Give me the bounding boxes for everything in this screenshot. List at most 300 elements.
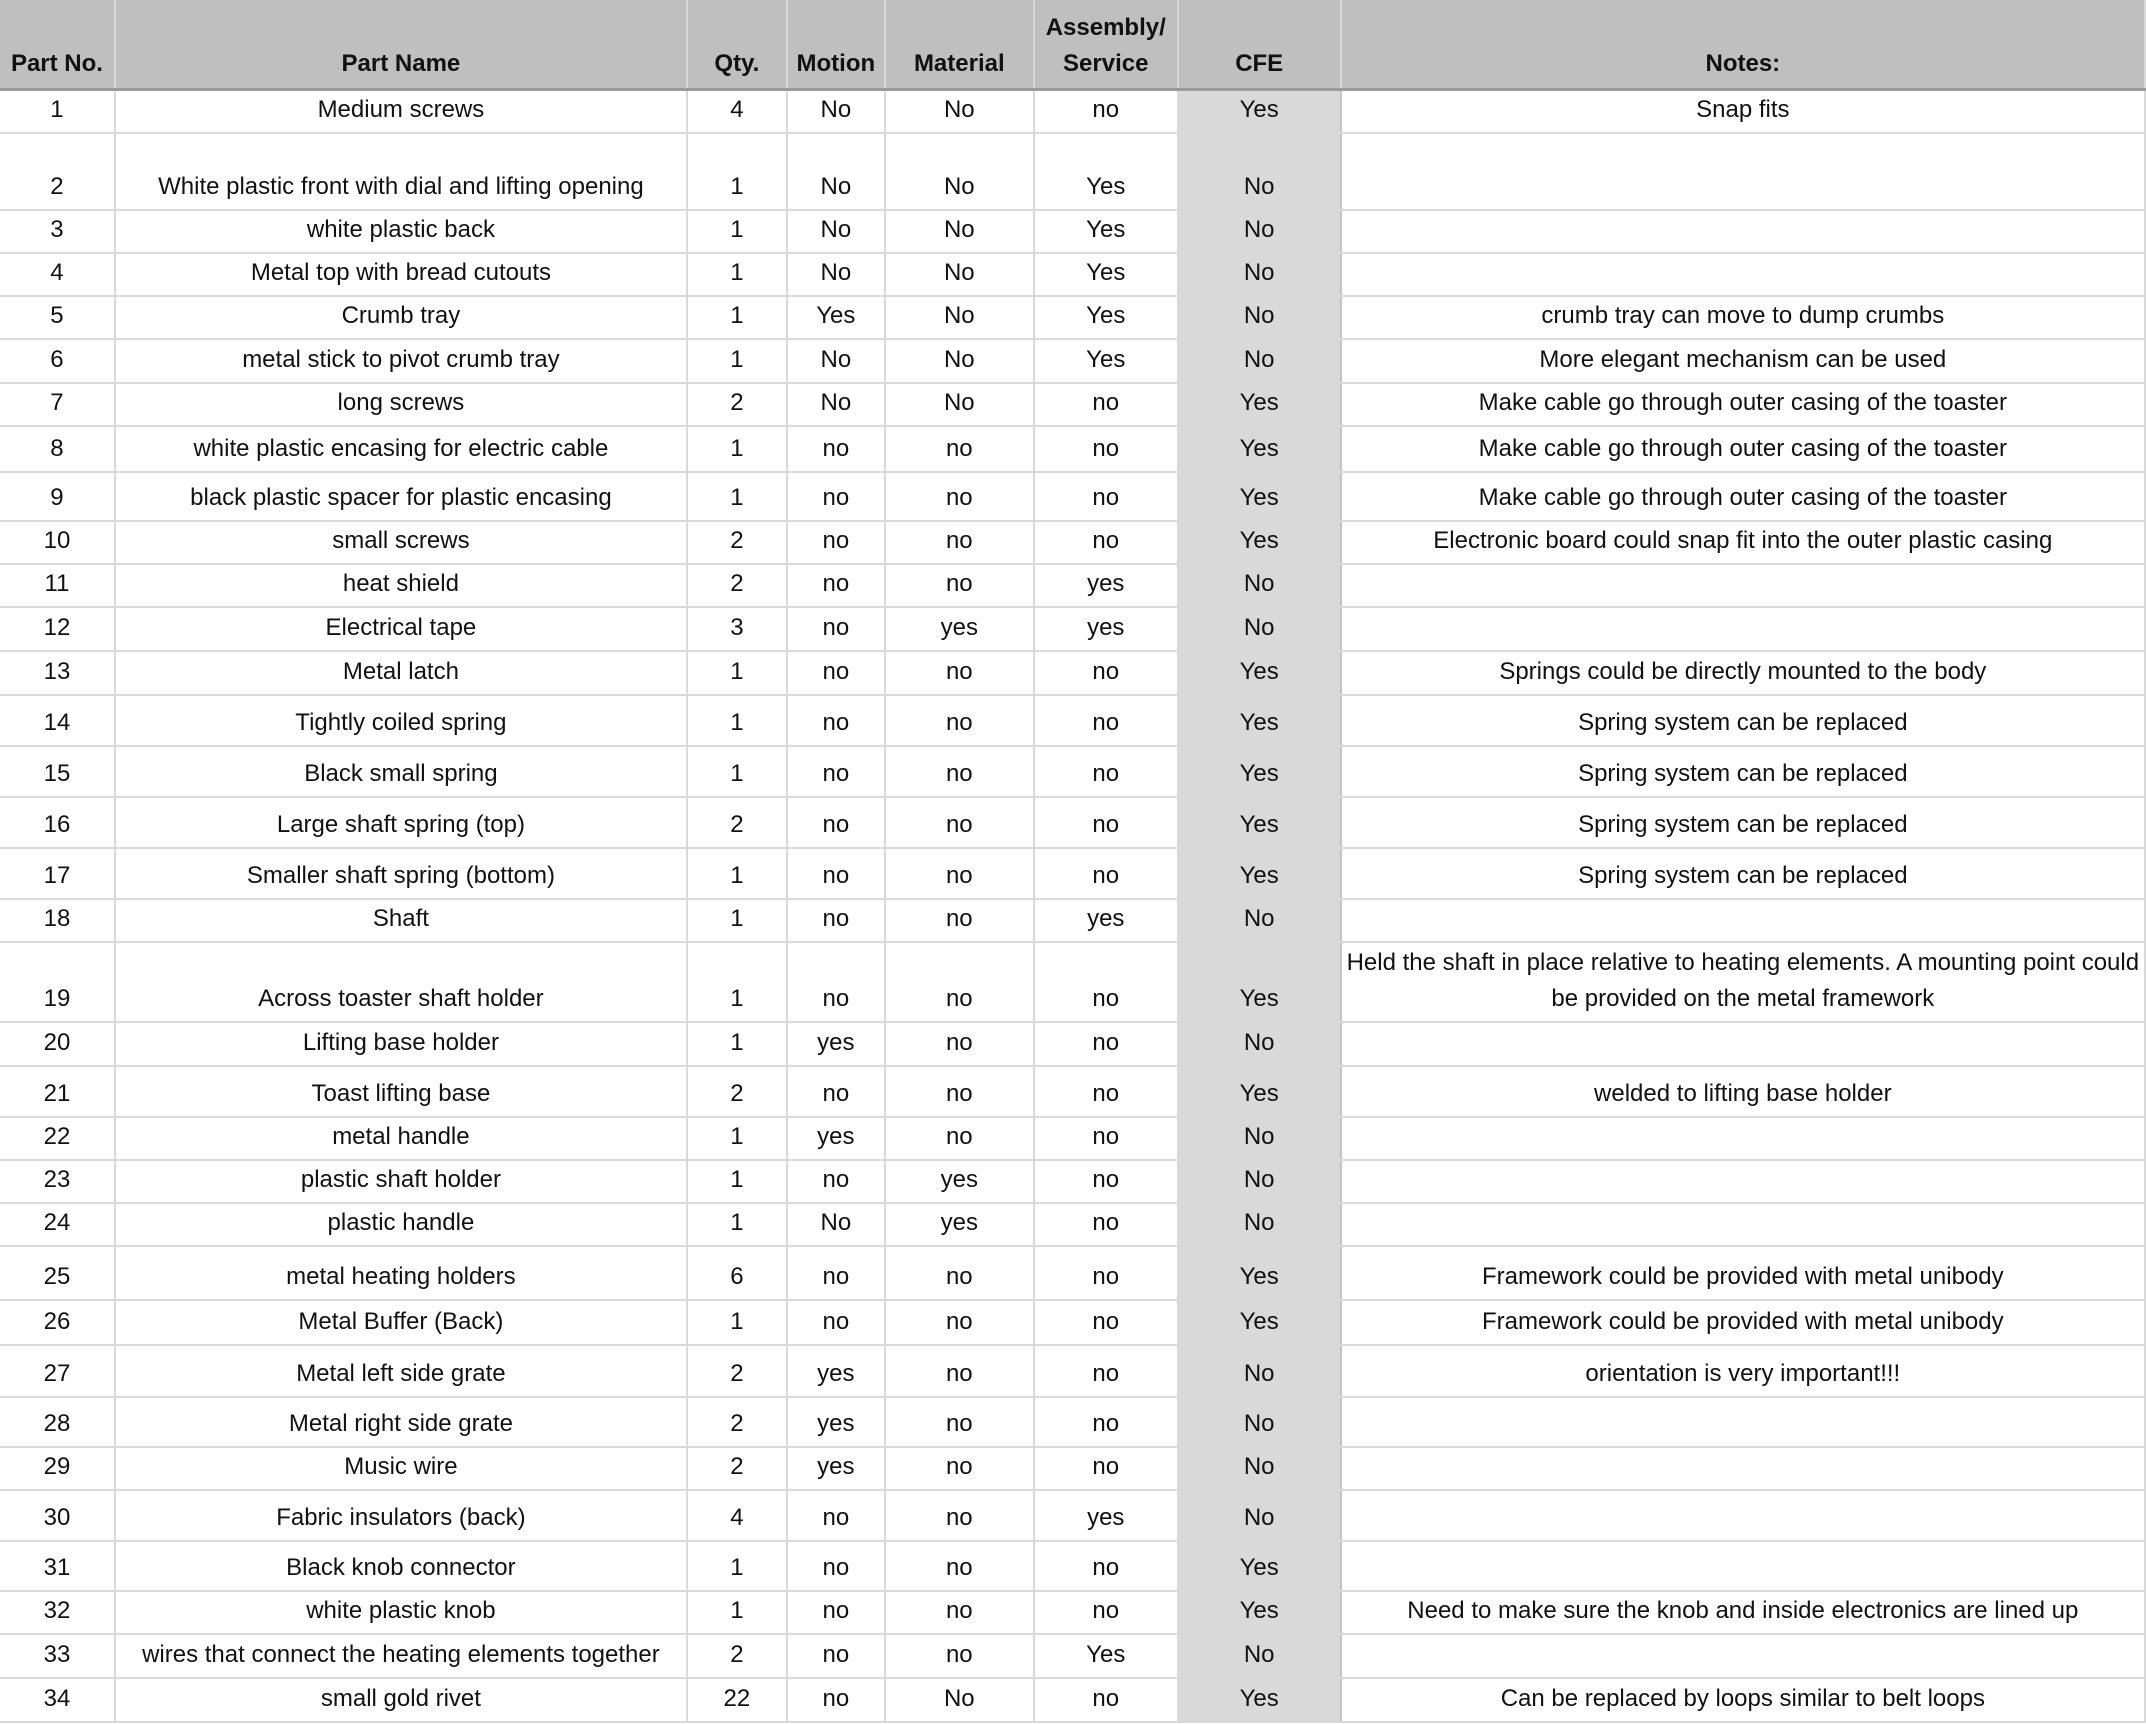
assembly-service-cell[interactable]: no: [1034, 1678, 1178, 1722]
assembly-service-cell[interactable]: no: [1034, 383, 1178, 426]
notes-cell[interactable]: [1341, 210, 2145, 253]
notes-cell[interactable]: Need to make sure the knob and inside electronics are lined up: [1341, 1591, 2145, 1634]
notes-cell[interactable]: Electronic board could snap fit into the outer plastic casing: [1341, 521, 2145, 564]
motion-cell[interactable]: No: [787, 253, 885, 296]
notes-cell[interactable]: [1341, 1203, 2145, 1246]
motion-cell[interactable]: No: [787, 339, 885, 383]
header-motion[interactable]: Motion: [787, 0, 885, 90]
part-name-cell[interactable]: heat shield: [115, 564, 687, 607]
assembly-service-cell[interactable]: Yes: [1034, 1634, 1178, 1678]
qty-cell[interactable]: 1: [687, 426, 787, 472]
motion-cell[interactable]: no: [787, 426, 885, 472]
motion-cell[interactable]: no: [787, 521, 885, 564]
qty-cell[interactable]: 2: [687, 797, 787, 848]
part-name-cell[interactable]: white plastic encasing for electric cable: [115, 426, 687, 472]
header-qty[interactable]: Qty.: [687, 0, 787, 90]
motion-cell[interactable]: yes: [787, 1397, 885, 1447]
assembly-service-cell[interactable]: no: [1034, 1066, 1178, 1117]
part-no-cell[interactable]: 22: [0, 1117, 115, 1160]
assembly-service-cell[interactable]: Yes: [1034, 253, 1178, 296]
material-cell[interactable]: no: [885, 695, 1034, 746]
assembly-service-cell[interactable]: no: [1034, 1447, 1178, 1490]
material-cell[interactable]: no: [885, 426, 1034, 472]
notes-cell[interactable]: Held the shaft in place relative to heating elements. A mounting point could be provided on the metal framework: [1341, 942, 2145, 1022]
cfe-cell[interactable]: No: [1178, 253, 1341, 296]
part-no-cell[interactable]: 32: [0, 1591, 115, 1634]
part-no-cell[interactable]: 15: [0, 746, 115, 797]
cfe-cell[interactable]: No: [1178, 1447, 1341, 1490]
assembly-service-cell[interactable]: no: [1034, 695, 1178, 746]
notes-cell[interactable]: crumb tray can move to dump crumbs: [1341, 296, 2145, 339]
material-cell[interactable]: No: [885, 133, 1034, 210]
part-no-cell[interactable]: 7: [0, 383, 115, 426]
part-no-cell[interactable]: 27: [0, 1345, 115, 1397]
material-cell[interactable]: no: [885, 564, 1034, 607]
motion-cell[interactable]: no: [787, 1634, 885, 1678]
motion-cell[interactable]: no: [787, 695, 885, 746]
material-cell[interactable]: no: [885, 746, 1034, 797]
part-no-cell[interactable]: 30: [0, 1490, 115, 1541]
qty-cell[interactable]: 1: [687, 651, 787, 695]
qty-cell[interactable]: 1: [687, 899, 787, 942]
qty-cell[interactable]: 1: [687, 339, 787, 383]
cfe-cell[interactable]: Yes: [1178, 472, 1341, 521]
motion-cell[interactable]: no: [787, 899, 885, 942]
part-no-cell[interactable]: 24: [0, 1203, 115, 1246]
assembly-service-cell[interactable]: no: [1034, 472, 1178, 521]
notes-cell[interactable]: Springs could be directly mounted to the body: [1341, 651, 2145, 695]
table-row: [0, 564, 2145, 607]
notes-cell[interactable]: Framework could be provided with metal unibody: [1341, 1246, 2145, 1300]
qty-cell[interactable]: 1: [687, 1203, 787, 1246]
table-row: [0, 899, 2145, 942]
notes-cell[interactable]: Spring system can be replaced: [1341, 746, 2145, 797]
motion-cell[interactable]: no: [787, 1160, 885, 1203]
cfe-cell[interactable]: Yes: [1178, 1300, 1341, 1345]
material-cell[interactable]: No: [885, 296, 1034, 339]
part-name-cell[interactable]: long screws: [115, 383, 687, 426]
material-cell[interactable]: No: [885, 383, 1034, 426]
assembly-service-cell[interactable]: no: [1034, 1345, 1178, 1397]
qty-cell[interactable]: 1: [687, 1541, 787, 1591]
header-notes[interactable]: Notes:: [1341, 0, 2145, 90]
assembly-service-cell[interactable]: no: [1034, 797, 1178, 848]
qty-cell[interactable]: 2: [687, 521, 787, 564]
material-cell[interactable]: yes: [885, 1160, 1034, 1203]
part-name-cell[interactable]: metal heating holders: [115, 1246, 687, 1300]
part-name-cell[interactable]: Metal right side grate: [115, 1397, 687, 1447]
cfe-cell[interactable]: Yes: [1178, 797, 1341, 848]
assembly-service-cell[interactable]: no: [1034, 1541, 1178, 1591]
qty-cell[interactable]: 1: [687, 133, 787, 210]
assembly-service-cell[interactable]: no: [1034, 848, 1178, 899]
part-no-cell[interactable]: 19: [0, 942, 115, 1022]
part-no-cell[interactable]: 2: [0, 133, 115, 210]
table-row: [0, 1541, 2145, 1591]
part-no-cell[interactable]: 34: [0, 1678, 115, 1722]
qty-cell[interactable]: 3: [687, 607, 787, 651]
table-body: [0, 90, 2145, 1722]
cfe-cell[interactable]: No: [1178, 1397, 1341, 1447]
part-name-cell[interactable]: White plastic front with dial and lifting opening: [115, 133, 687, 210]
part-name-cell[interactable]: small gold rivet: [115, 1678, 687, 1722]
assembly-service-cell[interactable]: no: [1034, 1203, 1178, 1246]
assembly-service-cell[interactable]: no: [1034, 1591, 1178, 1634]
cfe-cell[interactable]: Yes: [1178, 848, 1341, 899]
part-no-cell[interactable]: 26: [0, 1300, 115, 1345]
part-name-cell[interactable]: Fabric insulators (back): [115, 1490, 687, 1541]
material-cell[interactable]: no: [885, 1397, 1034, 1447]
motion-cell[interactable]: No: [787, 133, 885, 210]
notes-cell[interactable]: [1341, 564, 2145, 607]
motion-cell[interactable]: no: [787, 1490, 885, 1541]
notes-cell[interactable]: [1341, 1541, 2145, 1591]
motion-cell[interactable]: yes: [787, 1447, 885, 1490]
qty-cell[interactable]: 1: [687, 746, 787, 797]
motion-cell[interactable]: no: [787, 1066, 885, 1117]
notes-cell[interactable]: Make cable go through outer casing of the toaster: [1341, 472, 2145, 521]
qty-cell[interactable]: 1: [687, 942, 787, 1022]
part-name-cell[interactable]: small screws: [115, 521, 687, 564]
table-row: [0, 1345, 2145, 1397]
motion-cell[interactable]: Yes: [787, 296, 885, 339]
assembly-service-cell[interactable]: Yes: [1034, 210, 1178, 253]
qty-cell[interactable]: 2: [687, 383, 787, 426]
part-name-cell[interactable]: Across toaster shaft holder: [115, 942, 687, 1022]
motion-cell[interactable]: no: [787, 1591, 885, 1634]
motion-cell[interactable]: no: [787, 1678, 885, 1722]
qty-cell[interactable]: 1: [687, 296, 787, 339]
qty-cell[interactable]: 1: [687, 848, 787, 899]
qty-cell[interactable]: 2: [687, 1634, 787, 1678]
qty-cell[interactable]: 1: [687, 1591, 787, 1634]
part-name-cell[interactable]: Metal latch: [115, 651, 687, 695]
assembly-service-cell[interactable]: yes: [1034, 1490, 1178, 1541]
qty-cell[interactable]: 22: [687, 1678, 787, 1722]
part-name-cell[interactable]: metal handle: [115, 1117, 687, 1160]
part-no-cell[interactable]: 18: [0, 899, 115, 942]
notes-cell[interactable]: [1341, 1397, 2145, 1447]
motion-cell[interactable]: no: [787, 1300, 885, 1345]
notes-cell[interactable]: [1341, 253, 2145, 296]
notes-cell[interactable]: More elegant mechanism can be used: [1341, 339, 2145, 383]
part-no-cell[interactable]: 4: [0, 253, 115, 296]
part-no-cell[interactable]: 3: [0, 210, 115, 253]
part-name-cell[interactable]: Large shaft spring (top): [115, 797, 687, 848]
part-no-cell[interactable]: 5: [0, 296, 115, 339]
qty-cell[interactable]: 1: [687, 1117, 787, 1160]
part-name-cell[interactable]: Metal top with bread cutouts: [115, 253, 687, 296]
qty-cell[interactable]: 2: [687, 564, 787, 607]
motion-cell[interactable]: No: [787, 383, 885, 426]
part-no-cell[interactable]: 20: [0, 1022, 115, 1066]
cfe-cell[interactable]: Yes: [1178, 1066, 1341, 1117]
motion-cell[interactable]: yes: [787, 1117, 885, 1160]
cfe-cell[interactable]: Yes: [1178, 1246, 1341, 1300]
assembly-service-cell[interactable]: no: [1034, 942, 1178, 1022]
cfe-cell[interactable]: No: [1178, 1490, 1341, 1541]
assembly-service-cell[interactable]: yes: [1034, 564, 1178, 607]
material-cell[interactable]: no: [885, 651, 1034, 695]
notes-cell[interactable]: [1341, 1160, 2145, 1203]
table-row: [0, 339, 2145, 383]
part-name-cell[interactable]: Music wire: [115, 1447, 687, 1490]
notes-cell[interactable]: [1341, 133, 2145, 210]
assembly-service-cell[interactable]: yes: [1034, 607, 1178, 651]
material-cell[interactable]: no: [885, 899, 1034, 942]
table-row: [0, 1490, 2145, 1541]
cfe-cell[interactable]: Yes: [1178, 90, 1341, 133]
part-no-cell[interactable]: 10: [0, 521, 115, 564]
material-cell[interactable]: No: [885, 253, 1034, 296]
motion-cell[interactable]: no: [787, 797, 885, 848]
motion-cell[interactable]: no: [787, 746, 885, 797]
qty-cell[interactable]: 6: [687, 1246, 787, 1300]
assembly-service-cell[interactable]: no: [1034, 426, 1178, 472]
part-name-cell[interactable]: white plastic back: [115, 210, 687, 253]
qty-cell[interactable]: 4: [687, 1490, 787, 1541]
assembly-service-cell[interactable]: no: [1034, 651, 1178, 695]
motion-cell[interactable]: yes: [787, 1345, 885, 1397]
header-part-name[interactable]: Part Name: [115, 0, 687, 90]
part-name-cell[interactable]: plastic handle: [115, 1203, 687, 1246]
motion-cell[interactable]: no: [787, 1541, 885, 1591]
part-no-cell[interactable]: 31: [0, 1541, 115, 1591]
part-no-cell[interactable]: 21: [0, 1066, 115, 1117]
material-cell[interactable]: no: [885, 1490, 1034, 1541]
part-no-cell[interactable]: 17: [0, 848, 115, 899]
motion-cell[interactable]: No: [787, 1203, 885, 1246]
motion-cell[interactable]: No: [787, 210, 885, 253]
part-no-cell[interactable]: 11: [0, 564, 115, 607]
cfe-cell[interactable]: No: [1178, 296, 1341, 339]
material-cell[interactable]: no: [885, 797, 1034, 848]
material-cell[interactable]: no: [885, 1541, 1034, 1591]
cfe-cell[interactable]: Yes: [1178, 1591, 1341, 1634]
cfe-cell[interactable]: Yes: [1178, 651, 1341, 695]
part-name-cell[interactable]: Metal left side grate: [115, 1345, 687, 1397]
cfe-cell[interactable]: Yes: [1178, 426, 1341, 472]
part-name-cell[interactable]: Medium screws: [115, 90, 687, 133]
table-row: [0, 651, 2145, 695]
assembly-service-cell[interactable]: no: [1034, 90, 1178, 133]
assembly-service-cell[interactable]: no: [1034, 1117, 1178, 1160]
cfe-cell[interactable]: No: [1178, 1203, 1341, 1246]
cfe-cell[interactable]: No: [1178, 899, 1341, 942]
assembly-service-cell[interactable]: yes: [1034, 899, 1178, 942]
part-name-cell[interactable]: Metal Buffer (Back): [115, 1300, 687, 1345]
assembly-service-cell[interactable]: Yes: [1034, 296, 1178, 339]
notes-cell[interactable]: welded to lifting base holder: [1341, 1066, 2145, 1117]
cfe-cell[interactable]: No: [1178, 1160, 1341, 1203]
part-name-cell[interactable]: Electrical tape: [115, 607, 687, 651]
part-name-cell[interactable]: wires that connect the heating elements together: [115, 1634, 687, 1678]
assembly-service-cell[interactable]: no: [1034, 746, 1178, 797]
material-cell[interactable]: no: [885, 848, 1034, 899]
part-no-cell[interactable]: 9: [0, 472, 115, 521]
material-cell[interactable]: yes: [885, 1203, 1034, 1246]
cfe-cell[interactable]: Yes: [1178, 383, 1341, 426]
table-row: [0, 1203, 2145, 1246]
assembly-service-cell[interactable]: no: [1034, 1022, 1178, 1066]
table-row: [0, 1447, 2145, 1490]
cfe-cell[interactable]: Yes: [1178, 695, 1341, 746]
notes-cell[interactable]: [1341, 1022, 2145, 1066]
qty-cell[interactable]: 2: [687, 1066, 787, 1117]
motion-cell[interactable]: no: [787, 472, 885, 521]
cfe-cell[interactable]: Yes: [1178, 521, 1341, 564]
motion-cell[interactable]: no: [787, 607, 885, 651]
cfe-cell[interactable]: No: [1178, 1022, 1341, 1066]
part-no-cell[interactable]: 25: [0, 1246, 115, 1300]
part-name-cell[interactable]: Smaller shaft spring (bottom): [115, 848, 687, 899]
header-assembly-service[interactable]: Assembly/ Service: [1034, 0, 1178, 90]
material-cell[interactable]: no: [885, 1066, 1034, 1117]
table-row: [0, 1300, 2145, 1345]
part-name-cell[interactable]: Lifting base holder: [115, 1022, 687, 1066]
material-cell[interactable]: No: [885, 1678, 1034, 1722]
notes-cell[interactable]: [1341, 1634, 2145, 1678]
cfe-cell[interactable]: No: [1178, 1117, 1341, 1160]
notes-cell[interactable]: Spring system can be replaced: [1341, 695, 2145, 746]
notes-cell[interactable]: Make cable go through outer casing of the toaster: [1341, 426, 2145, 472]
part-name-cell[interactable]: Shaft: [115, 899, 687, 942]
notes-cell[interactable]: Can be replaced by loops similar to belt loops: [1341, 1678, 2145, 1722]
qty-cell[interactable]: 1: [687, 472, 787, 521]
part-name-cell[interactable]: metal stick to pivot crumb tray: [115, 339, 687, 383]
material-cell[interactable]: no: [885, 1300, 1034, 1345]
part-name-cell[interactable]: black plastic spacer for plastic encasing: [115, 472, 687, 521]
motion-cell[interactable]: no: [787, 848, 885, 899]
assembly-service-cell[interactable]: Yes: [1034, 339, 1178, 383]
part-name-cell[interactable]: Black small spring: [115, 746, 687, 797]
material-cell[interactable]: no: [885, 1345, 1034, 1397]
table-row: [0, 695, 2145, 746]
table-row: [0, 133, 2145, 210]
part-no-cell[interactable]: 1: [0, 90, 115, 133]
motion-cell[interactable]: No: [787, 90, 885, 133]
motion-cell[interactable]: no: [787, 1246, 885, 1300]
part-name-cell[interactable]: Black knob connector: [115, 1541, 687, 1591]
header-part-no[interactable]: Part No.: [0, 0, 115, 90]
qty-cell[interactable]: 2: [687, 1345, 787, 1397]
cfe-cell[interactable]: No: [1178, 339, 1341, 383]
cfe-cell[interactable]: No: [1178, 607, 1341, 651]
part-name-cell[interactable]: Crumb tray: [115, 296, 687, 339]
part-name-cell[interactable]: Toast lifting base: [115, 1066, 687, 1117]
material-cell[interactable]: no: [885, 1022, 1034, 1066]
material-cell[interactable]: no: [885, 1117, 1034, 1160]
part-no-cell[interactable]: 23: [0, 1160, 115, 1203]
part-no-cell[interactable]: 12: [0, 607, 115, 651]
motion-cell[interactable]: no: [787, 942, 885, 1022]
qty-cell[interactable]: 1: [687, 210, 787, 253]
notes-cell[interactable]: Make cable go through outer casing of the toaster: [1341, 383, 2145, 426]
material-cell[interactable]: No: [885, 210, 1034, 253]
material-cell[interactable]: No: [885, 90, 1034, 133]
part-no-cell[interactable]: 13: [0, 651, 115, 695]
notes-cell[interactable]: [1341, 607, 2145, 651]
material-cell[interactable]: no: [885, 942, 1034, 1022]
qty-cell[interactable]: 1: [687, 1300, 787, 1345]
table-row: [0, 296, 2145, 339]
assembly-service-cell[interactable]: Yes: [1034, 133, 1178, 210]
qty-cell[interactable]: 1: [687, 1160, 787, 1203]
cfe-cell[interactable]: No: [1178, 133, 1341, 210]
table-row: [0, 383, 2145, 426]
notes-cell[interactable]: Spring system can be replaced: [1341, 797, 2145, 848]
notes-cell[interactable]: Framework could be provided with metal unibody: [1341, 1300, 2145, 1345]
table-row: [0, 210, 2145, 253]
cfe-cell[interactable]: No: [1178, 210, 1341, 253]
table-row: [0, 1678, 2145, 1722]
cfe-cell[interactable]: Yes: [1178, 1678, 1341, 1722]
cfe-cell[interactable]: Yes: [1178, 746, 1341, 797]
material-cell[interactable]: No: [885, 339, 1034, 383]
qty-cell[interactable]: 1: [687, 253, 787, 296]
cfe-cell[interactable]: Yes: [1178, 942, 1341, 1022]
material-cell[interactable]: no: [885, 521, 1034, 564]
cfe-cell[interactable]: Yes: [1178, 1541, 1341, 1591]
material-cell[interactable]: no: [885, 1591, 1034, 1634]
assembly-service-cell[interactable]: no: [1034, 1397, 1178, 1447]
part-no-cell[interactable]: 33: [0, 1634, 115, 1678]
notes-cell[interactable]: Spring system can be replaced: [1341, 848, 2145, 899]
qty-cell[interactable]: 4: [687, 90, 787, 133]
table-row: [0, 797, 2145, 848]
part-no-cell[interactable]: 16: [0, 797, 115, 848]
assembly-service-cell[interactable]: no: [1034, 1300, 1178, 1345]
part-no-cell[interactable]: 29: [0, 1447, 115, 1490]
header-material[interactable]: Material: [885, 0, 1034, 90]
material-cell[interactable]: yes: [885, 607, 1034, 651]
notes-cell[interactable]: [1341, 1490, 2145, 1541]
qty-cell[interactable]: 1: [687, 695, 787, 746]
material-cell[interactable]: no: [885, 1447, 1034, 1490]
table-row: [0, 848, 2145, 899]
part-name-cell[interactable]: plastic shaft holder: [115, 1160, 687, 1203]
header-cfe[interactable]: CFE: [1178, 0, 1341, 90]
material-cell[interactable]: no: [885, 1634, 1034, 1678]
motion-cell[interactable]: no: [787, 564, 885, 607]
cfe-cell[interactable]: No: [1178, 1345, 1341, 1397]
part-no-cell[interactable]: 28: [0, 1397, 115, 1447]
assembly-service-cell[interactable]: no: [1034, 1246, 1178, 1300]
assembly-service-cell[interactable]: no: [1034, 1160, 1178, 1203]
notes-cell[interactable]: orientation is very important!!!: [1341, 1345, 2145, 1397]
material-cell[interactable]: no: [885, 472, 1034, 521]
notes-cell[interactable]: Snap fits: [1341, 90, 2145, 133]
qty-cell[interactable]: 2: [687, 1397, 787, 1447]
assembly-service-cell[interactable]: no: [1034, 521, 1178, 564]
part-no-cell[interactable]: 14: [0, 695, 115, 746]
notes-cell[interactable]: [1341, 1117, 2145, 1160]
part-no-cell[interactable]: 8: [0, 426, 115, 472]
material-cell[interactable]: no: [885, 1246, 1034, 1300]
cfe-cell[interactable]: No: [1178, 564, 1341, 607]
motion-cell[interactable]: no: [787, 651, 885, 695]
notes-cell[interactable]: [1341, 1447, 2145, 1490]
part-name-cell[interactable]: white plastic knob: [115, 1591, 687, 1634]
motion-cell[interactable]: yes: [787, 1022, 885, 1066]
part-name-cell[interactable]: Tightly coiled spring: [115, 695, 687, 746]
cfe-cell[interactable]: No: [1178, 1634, 1341, 1678]
qty-cell[interactable]: 1: [687, 1022, 787, 1066]
table-row: [0, 942, 2145, 1022]
part-no-cell[interactable]: 6: [0, 339, 115, 383]
qty-cell[interactable]: 2: [687, 1447, 787, 1490]
notes-cell[interactable]: [1341, 899, 2145, 942]
